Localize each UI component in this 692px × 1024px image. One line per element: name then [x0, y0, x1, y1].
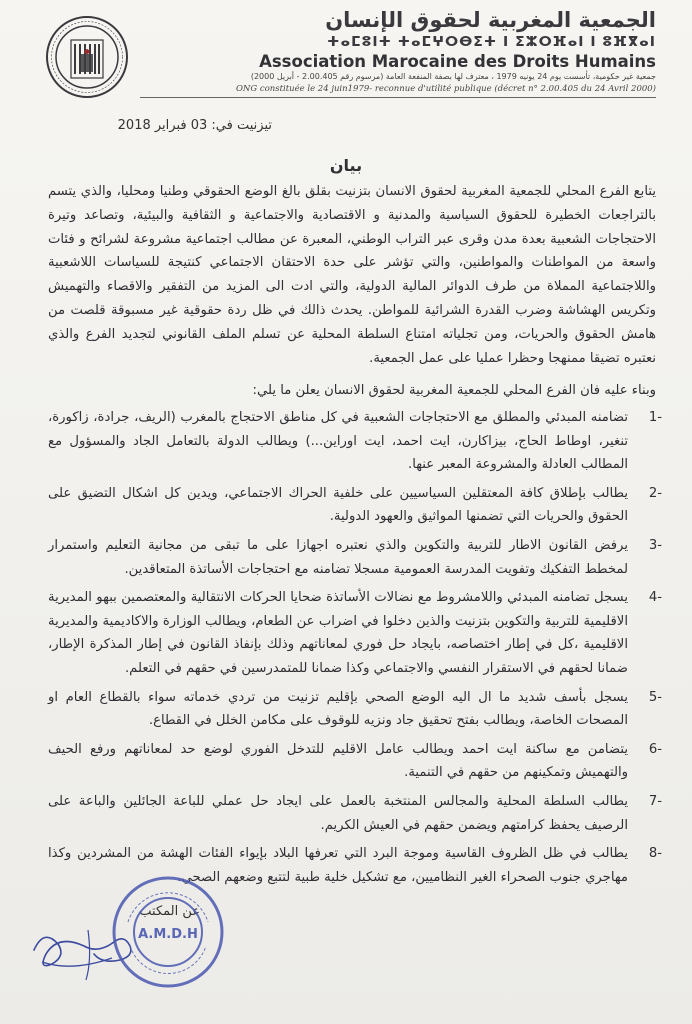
item-number: 8- — [648, 846, 662, 862]
lead-sentence: وبناء عليه فان الفرع المحلي للجمعية المغربية لحقوق الانسان يعلن ما يلي: — [252, 383, 656, 398]
org-subtitle-french: ONG constituée le 24 juin1979- reconnue d'utilité publique (décret n° 2.00.405 du 24 Avril 2000) — [235, 84, 656, 94]
demands-list — [48, 406, 662, 894]
list-item — [48, 790, 662, 837]
item-text: يسجل بأسف شديد ما ال اليه الوضع الصحي بإقليم تزنيت من تردي خدماته سواء بالقطاع العام او المصحات الخاصة، ويطالب بفتح تحقيق جاد ونزيه للوقوف على مكامن الخلل في القطاع. — [48, 689, 628, 729]
list-item — [48, 686, 662, 733]
list-item — [48, 586, 662, 680]
header-divider — [140, 97, 656, 98]
org-name-arabic: الجمعية المغربية لحقوق الإنسان — [325, 8, 656, 32]
org-name-french: Association Marocaine des Droits Humains — [259, 52, 656, 71]
association-stamp-icon — [108, 872, 228, 992]
org-subtitle-arabic: جمعية غير حكومية، تأسست يوم 24 يونيه 1979 ، معترف لها بصفة المنفعة العامة (مرسوم رقم 2.00.405 - أبريل 2000) — [250, 72, 656, 81]
intro-paragraph: يتابع الفرع المحلي للجمعية المغربية لحقوق الانسان بتزنيت بقلق بالغ الوضع الحقوقي وطنيا ومحليا، والذي يتسم بالتراجعات الخطيرة للحقوق السياسية والمدنية و الاقتصادية والاجتماعية و الثقافية والبيئية، وتصاعد وتيرة الاحتجاجات الشعبية بعدة مدن وقرى عبر التراب الوطني، المعبرة عن مطالب اجتماعية مشروعة لشرائح و فئات واسعة من المواطنات والمواطنين، والتي تؤشر على حدة الاحتقان الاجتماعي كنتيجة للسياسات اللاشعبية واللاجتماعية المملاة من طرف الدوائر المالية الدولية، والتي ادت الى المزيد من التفقير والاقصاء والتهميش وتكريس الهشاشة وضرب القدرة الشرائية للمواطن. يحدث ذالك في ظل ردة حقوقية غير مسبوقة قلصت من هامش الحقوق والحريات، ومن تجلياته امتناع السلطة المحلية عن تسلم الملف القانوني لتجديد الفرع والذي نعتبره تضيقا ممنهجا وحظرا عمليا على عمل الجمعية. — [48, 184, 656, 366]
svg-text:A.M.D.H: A.M.D.H — [138, 927, 198, 942]
item-number: 7- — [648, 793, 662, 809]
list-item — [48, 482, 662, 529]
document-date: تيزنيت في: 03 فبراير 2018 — [117, 118, 272, 133]
item-text: يطالب السلطة المحلية والمجالس المنتخبة بالعمل على ايجاد حل عملي للباعة الجائلين والباعة على الرصيف يحفظ كرامتهم ويضمن حقهم في العيش الكريم. — [48, 793, 628, 833]
item-number: 2- — [648, 485, 662, 501]
item-text: يطالب في ظل الظروف القاسية وموجة البرد التي تعرفها البلاد بإيواء الفئات الهشة من المشردين وكذا مهاجري جنوب الصحراء الغير النظاميين، مع تشكيل خلية طبية لتتبع وضعهم الصحي. — [48, 846, 628, 885]
list-item — [48, 738, 662, 785]
list-item — [48, 406, 662, 477]
from-office-label: عن المكتب — [139, 904, 200, 919]
document-title: بيان — [329, 156, 363, 175]
item-text: تضامنه المبدئي والمطلق مع الاحتجاجات الشعبية في كل مناطق الاحتجاج بالمغرب (الريف، جرادة، زاكورة، تنغير، اوطاط الحاج، بيزاكارن، ايت احمد، ايت اوراين...) ويطالب الدولة بالتعامل الجاد والمسؤول مع المطالب العادلة والمشروعة المعبر عنها. — [48, 410, 628, 473]
item-number: 4- — [648, 590, 662, 606]
item-number: 5- — [648, 689, 662, 705]
item-number: 1- — [648, 410, 662, 425]
item-text: يطالب بإطلاق كافة المعتقلين السياسيين على خلفية الحراك الاجتماعي، ويدين كل اشكال التضيق على الحقوق والحريات التي تضمنها المواثيق والعهود الدولية. — [48, 485, 628, 525]
item-text: يتضامن مع ساكنة ايت احمد ويطالب عامل الاقليم للتدخل الفوري لوضع حد لمعاناتهم ورفع الحيف والتهميش وتمكينهم من حقهم في التنمية. — [48, 741, 628, 781]
amdh-logo-icon — [44, 14, 130, 100]
item-number: 6- — [648, 741, 662, 757]
item-text: يرفض القانون الاطار للتربية والتكوين والذي نعتبره اجهازا على ما تبقى من مجانية التعليم واستمرار لمخطط التفكيك وتفويت المدرسة العمومية مسجلا تضامنه مع احتجاجات الأساتذة المتعاقدين. — [48, 537, 628, 577]
item-text: يسجل تضامنه المبدئي واللامشروط مع نضالات الأساتذة ضحايا الحركات الانتقالية والمعتصمين ببهو المديرية الاقليمية للتربية والتكوين بتزنيت والذين دخلوا في اضراب عن الطعام، ويطالب الوزارة والاكاديمية والمديرية الاقليمية ،كل في إطار اختصاصه، بايجاد حل فوري لمعاناتهم وذلك بإنفاذ القانون في إطار المذكرة الإطار، ضمانا لحقهم في الاستقرار النفسي والاجتماعي وكذا ضمانا للمتمدرسين في حقهم في التعلم. — [48, 590, 628, 676]
item-number: 3- — [648, 537, 662, 553]
list-item — [48, 534, 662, 581]
org-name-tifinagh: ⵜⴰⵎⵓⵏⵜ ⵜⴰⵎⵖⵔⴱⵉⵜ ⵏ ⵉⵣⵔⴼⴰⵏ ⵏ ⵓⴼⴳⴰⵏ — [327, 34, 656, 50]
